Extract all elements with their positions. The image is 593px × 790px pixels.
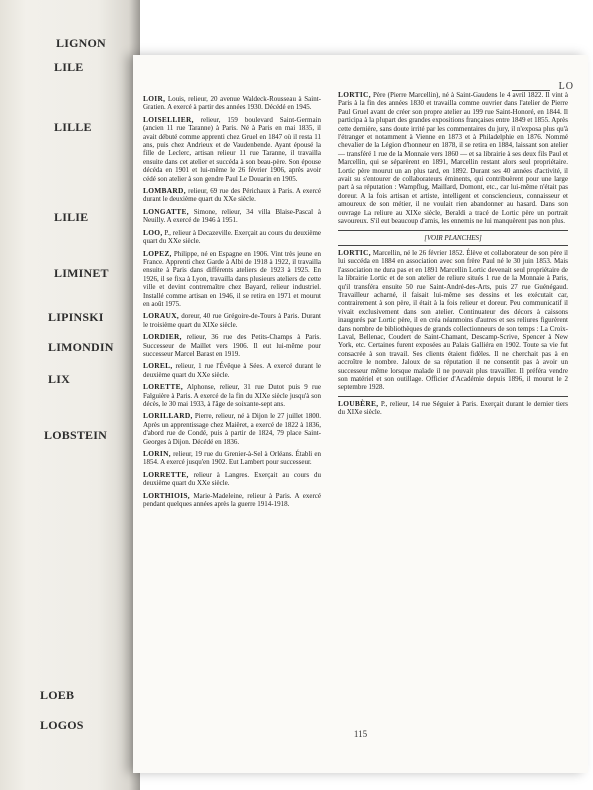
entry-head: LORIN, (143, 449, 171, 459)
separator-rule (338, 245, 568, 246)
entry-head: LORILLARD, (143, 411, 193, 421)
dictionary-entry (338, 400, 568, 417)
dictionary-entry (143, 312, 321, 329)
dictionary-entry (143, 492, 321, 509)
entry-text: relieur, 69 rue des Périchaux à Paris. A exercé durant le deuxième quart du XXe siècle. (143, 187, 321, 204)
entry-text: Marcellin, né le 26 février 1852. Élève et collaborateur de son père il lui succéda en 1884 en association avec son frère Paul né le 30 juin 1853. Mais l'association ne dura pas et en 1891 Marcellin Lortic devenait seul propriétaire de la librairie Lortic et de son atelier de reliure situés 1 rue de la Monnaie à Paris, qu'il transféra ensuite 50 rue Saint-André-des-Arts, puis 27 rue Guénégaud. Travailleur acharné, il faisait lui-même ses dessins et les exécutait car, contrairement à son père, il était à la fois relieur et doreur. Peu communicatif il vivait exclusivement dans son atelier. Continuateur des décors à caissons inaugurés par Lortic père, il en créa néanmoins d'autres et ses reliures figurèrent dans nombre de bibliothèques de grands collectionneurs de son temps : La Croix-Laval, Bellenac, Coudert de Saint-Chamant, Descamp-Scrive, Spencer à New York, etc. Certaines furent exposées au Palais Galliéra en 1902. Toute sa vie fut consacrée à son travail. Ses clients étaient fidèles. Il ne cherchait pas à en accroître le nombre. Jaloux de sa réputation il ne consentit pas à avoir un successeur même lorsque malade il ne pouvait plus travailler. Il préféra vendre son matériel et son outillage. Officier d'Académie depuis 1896, il mourut le 2 septembre 1928. (338, 248, 568, 392)
see-plates-reference: [VOIR PLANCHES] (424, 233, 482, 242)
left-entry: LIGNON (56, 36, 106, 50)
dictionary-entry (143, 208, 321, 225)
entry-text: Simone, relieur, 34 villa Blaise-Pascal à Neuilly. A exercé de 1946 à 1951. (143, 207, 321, 225)
entry-head: LOMBARD, (143, 186, 186, 196)
entry-head: LORRETTE, (143, 469, 189, 479)
left-entry: LOBSTEIN (44, 428, 107, 442)
page-number: 115 (353, 729, 368, 739)
separator-rule (338, 396, 568, 397)
dictionary-entry (143, 362, 321, 379)
entry-text: Marie-Madeleine, relieur à Paris. A exercé pendant quelques années après la guerre 1914-1918. (143, 491, 321, 509)
left-entry: LILE (54, 60, 84, 74)
entry-head: LOREL, (143, 361, 173, 371)
left-entry: LIMONDIN (48, 340, 114, 354)
entry-text: P., relieur à Decazeville. Exerçait au cours du deuxième quart du XXe siècle. (143, 228, 321, 246)
entry-text: relieur à Langres. Exerçait au cours du deuxième quart du XXe siècle. (143, 470, 321, 488)
left-entry: LIPINSKI (48, 310, 104, 324)
entry-text: Pierre, relieur, né à Dijon le 27 juillet 1800. Après un apprentissage chez Maiëret, a exercé de 1822 à 1836, d'abord rue de Condé, puis à partir de 1824, 79 place Saint-Georges à Dijon. Décédé en 1836. (143, 412, 321, 446)
entry-head: LOISELLIER, (143, 114, 194, 124)
entry-text: Alphonse, relieur, 31 rue Dutot puis 9 rue Falguière à Paris. A exercé de la fin du XIXe siècle jusqu'à son décès, le 30 mai 1933, à l'âge de soixante-sept ans. (143, 383, 321, 408)
dictionary-entry (143, 95, 321, 112)
entry-text: relieur, 19 rue du Grenier-à-Sel à Orléans. Établi en 1854. A exercé jusqu'en 1902. Eut Lambert pour successeur. (143, 450, 321, 467)
entry-head: LORTIC, (338, 90, 371, 99)
entry-head: LORAUX, (143, 311, 179, 321)
dictionary-entry (143, 412, 321, 446)
entry-head: LOO, (143, 227, 163, 237)
entry-head: LOPEZ, (143, 248, 172, 258)
previous-page-text (0, 0, 120, 790)
running-head: LO (558, 81, 574, 92)
previous-page (0, 0, 140, 790)
left-entry: LILLE (54, 120, 92, 134)
dictionary-entry (338, 249, 568, 392)
left-entry: LILIE (54, 210, 89, 224)
dictionary-entry (143, 333, 321, 358)
entry-head: LORTIC, (338, 247, 371, 257)
entry-text: Louis, relieur, 20 avenue Waldeck-Rousseau à Saint-Gratien. A exercé à partir des années 1930. Décédé en 1945. (143, 95, 321, 112)
entry-head: LONGATTE, (143, 206, 189, 216)
entry-head: LORDIER, (143, 332, 182, 342)
dictionary-entry (143, 471, 321, 488)
left-entry: LIMINET (54, 266, 109, 280)
entry-text: Père (Pierre Marcellin), né à Saint-Gaudens le 4 avril 1822. Il vint à Paris à la fin des années 1830 et travailla comme ouvrier dans l'atelier de Pierre Paul Gruel avant de créer son propre atelier au 199 rue Saint-Honoré, en 1844. Il participa à la plupart des grandes expositions françaises entre 1849 et 1855. Après cette dernière, sans doute irrité par les commentaires du jury, il n'exposa plus qu'à l'étranger et notamment à Vienne en 1873 et à Philadelphie en 1876. Nommé chevalier de la Légion d'honneur en 1878, il se retira en 1884, laissant son atelier — transféré 1 rue de la Monnaie vers 1860 — et sa librairie à ses deux fils Paul et Marcellin, qui se séparèrent en 1891, Marcellin restant alors seul propriétaire. Lortic père mourut un an plus tard, en 1892. Durant ses 40 années d'activité, il avait su s'entourer de collaborateurs éminents, qui contribuèrent pour une large part à sa réputation : Wampflug, Maillard, Domont, etc., car lui-même n'était pas doreur. A la fois artisan et artiste, intelligent et consciencieux, connaisseur et amoureux de son métier, il ne voulait rien abandonner au hasard. Dans son ouvrage La reliure au XIXe siècle, Beraldi a tracé de Lortic père un portrait savoureux. S'il eut beaucoup d'amis, les ennemis ne lui manquèrent pas non plus. (338, 91, 568, 226)
entry-text: relieur, 36 rue des Petits-Champs à Paris. Successeur de Maillet vers 1906. Il eut lui-même pour successeur Marcel Barast en 1919. (143, 333, 321, 358)
dictionary-entry (143, 450, 321, 467)
column-right (338, 91, 568, 421)
entry-head: LOIR, (143, 94, 166, 103)
dictionary-entry (143, 250, 321, 309)
book-page (133, 55, 588, 773)
entry-text: P., relieur, 14 rue Séguier à Paris. Exerçait durant le dernier tiers du XIXe siècle. (338, 399, 569, 417)
dictionary-entry (338, 91, 568, 226)
dictionary-entry (143, 383, 321, 408)
entry-text: doreur, 40 rue Grégoire-de-Tours à Paris. Durant le troisième quart du XIXe siècle. (143, 312, 321, 329)
entry-text: Philippe, né en Espagne en 1906. Vint très jeune en France. Apprenti chez Garde à Albi de 1918 à 1922, il travailla ensuite à Paris dans différents ateliers de 1923 à 1925. En 1926, il se fixa à Lyon, travailla dans plusieurs ateliers de cette ville et devint contremaître chez Bayard, relieur industriel. Installé comme artisan en 1946, il se retira en 1971 et mourut en août 1975. (143, 249, 322, 308)
left-entry: LIX (48, 372, 70, 386)
entry-text: relieur, 159 boulevard Saint-Germain (ancien 11 rue Taranne) à Paris. Né à Paris en mai 1835, il avait débuté comme apprenti chez Gruel en 1847 où il resta 11 ans, puis chez Andrieux et de Vaudenbende. Ayant épousé la fille de Leclerc, artisan relieur 11 rue Taranne, il travailla ensuite dans cet atelier et succéda à son beau-père. Son épouse décéda en 1901 et lui-même le 26 février 1906, après avoir cédé son atelier à son gendre Paul Le Douarin en 1905. (143, 115, 321, 183)
dictionary-entry (143, 116, 321, 183)
dictionary-entry (143, 229, 321, 246)
left-entry: LOGOS (40, 718, 84, 732)
entry-head: LORETTE, (143, 382, 183, 392)
column-left (143, 95, 321, 512)
dictionary-entry (143, 187, 321, 204)
entry-head: LOUBÈRE, (338, 398, 379, 408)
separator-rule (338, 230, 568, 231)
left-entry: LOEB (40, 688, 75, 702)
entry-text: relieur, 1 rue l'Évêque à Sées. A exercé durant le deuxième quart du XXe siècle. (143, 362, 322, 379)
entry-head: LORTHIOIS, (143, 490, 190, 500)
